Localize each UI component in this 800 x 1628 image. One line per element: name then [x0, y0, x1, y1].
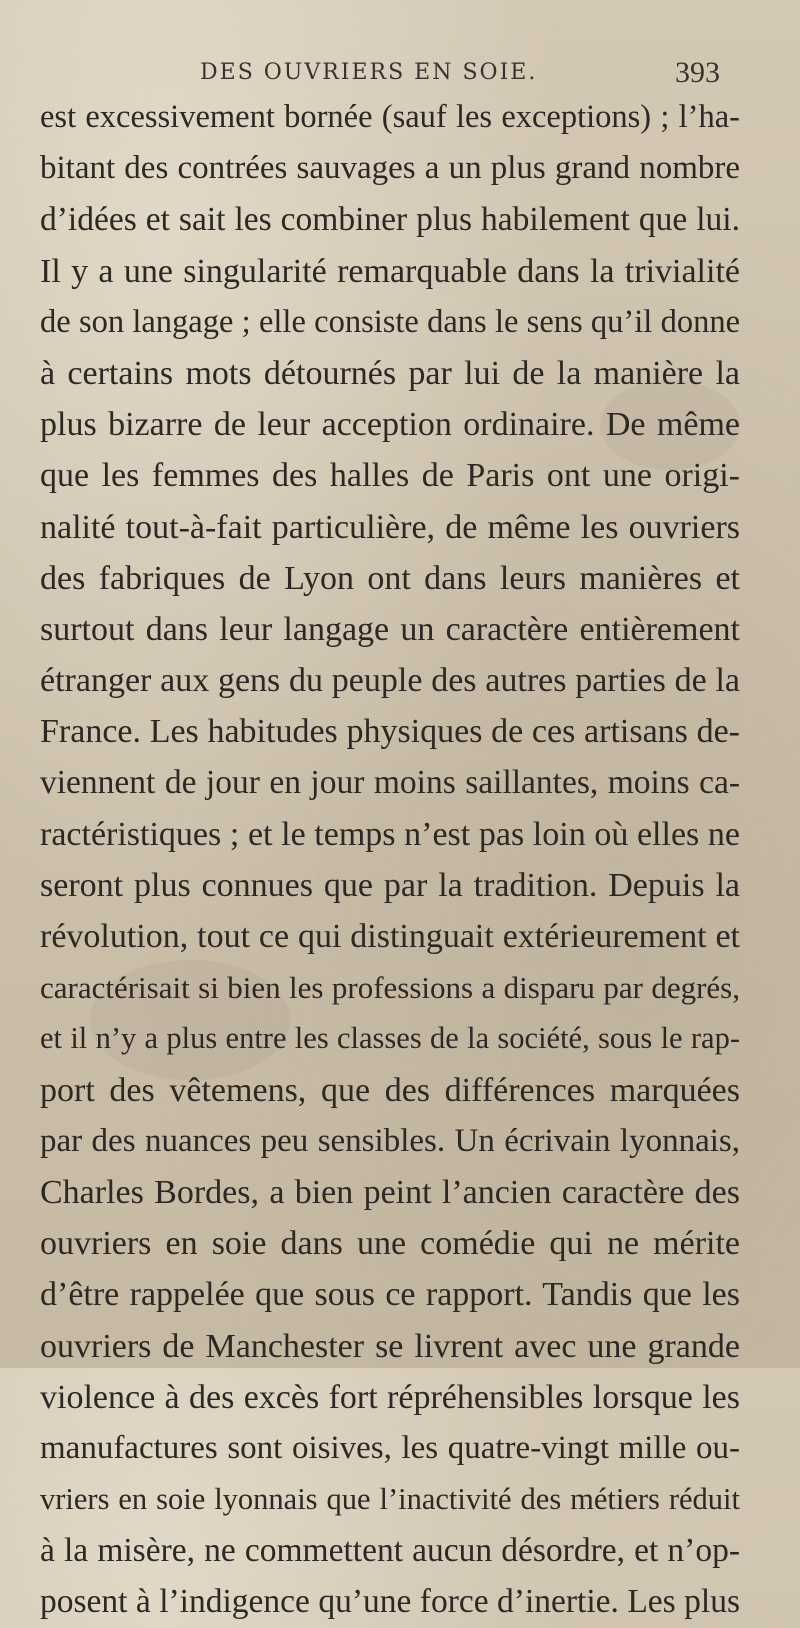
text-line: seront plus connues que par la tradition. Depuis la	[40, 866, 740, 904]
running-title: DES OUVRIERS EN SOIE.	[200, 60, 538, 85]
text-line: est excessivement bornée (sauf les exceptions) ; l’ha-	[40, 99, 740, 135]
text-line: plus bizarre de leur acception ordinaire. De même	[40, 406, 740, 444]
text-line: de son langage ; elle consiste dans le sens qu’il donne	[40, 303, 740, 340]
text-line: révolution, tout ce qui distinguait extérieurement et	[40, 918, 740, 955]
text-line: caractérisait si bien les professions a disparu par degrés,	[40, 970, 740, 1006]
running-header	[200, 56, 720, 96]
text-line: posent à l’indigence qu’une force d’inertie. Les plus	[40, 1583, 740, 1621]
body-text	[40, 92, 740, 1628]
text-line: étranger aux gens du peuple des autres parties de la	[40, 662, 740, 700]
text-line: d’idées et sait les combiner plus habilement que lui.	[40, 201, 740, 239]
text-line: par des nuances peu sensibles. Un écrivain lyonnais,	[40, 1122, 740, 1159]
text-line: et il n’y a plus entre les classes de la société, sous le rap-	[40, 1021, 740, 1056]
text-line: à certains mots détournés par lui de la manière la	[40, 354, 740, 392]
text-line: Il y a une singularité remarquable dans la trivialité	[40, 252, 740, 290]
text-line: France. Les habitudes physiques de ces artisans de-	[40, 713, 740, 751]
text-line: Charles Bordes, a bien peint l’ancien caractère des	[40, 1173, 740, 1211]
text-line: surtout dans leur langage un caractère entièrement	[40, 610, 740, 648]
text-line: que les femmes des halles de Paris ont une origi-	[40, 457, 740, 495]
text-line: vriers en soie lyonnais que l’inactivité des métiers réduit	[40, 1482, 740, 1517]
text-line: d’être rappelée que sous ce rapport. Tandis que les	[40, 1276, 740, 1314]
text-line: port des vêtemens, que des différences marquées	[40, 1071, 740, 1109]
text-line: ouvriers en soie dans une comédie qui ne mérite	[40, 1225, 740, 1263]
text-line: ractéristiques ; et le temps n’est pas loin où elles ne	[40, 815, 740, 853]
text-line: viennent de jour en jour moins saillantes, moins ca-	[40, 764, 740, 802]
text-line: ouvriers de Manchester se livrent avec une grande	[40, 1327, 740, 1365]
text-line: nalité tout-à-fait particulière, de même les ouvriers	[40, 508, 740, 546]
text-line: violence à des excès fort répréhensibles lorsque les	[40, 1378, 740, 1416]
text-line: à la misère, ne commettent aucun désordre, et n’op-	[40, 1532, 740, 1570]
page-number: 393	[675, 56, 720, 89]
text-line: bitant des contrées sauvages a un plus grand nombre	[40, 150, 740, 187]
text-line: des fabriques de Lyon ont dans leurs manières et	[40, 559, 740, 597]
text-line: manufactures sont oisives, les quatre-vingt mille ou-	[40, 1429, 740, 1466]
